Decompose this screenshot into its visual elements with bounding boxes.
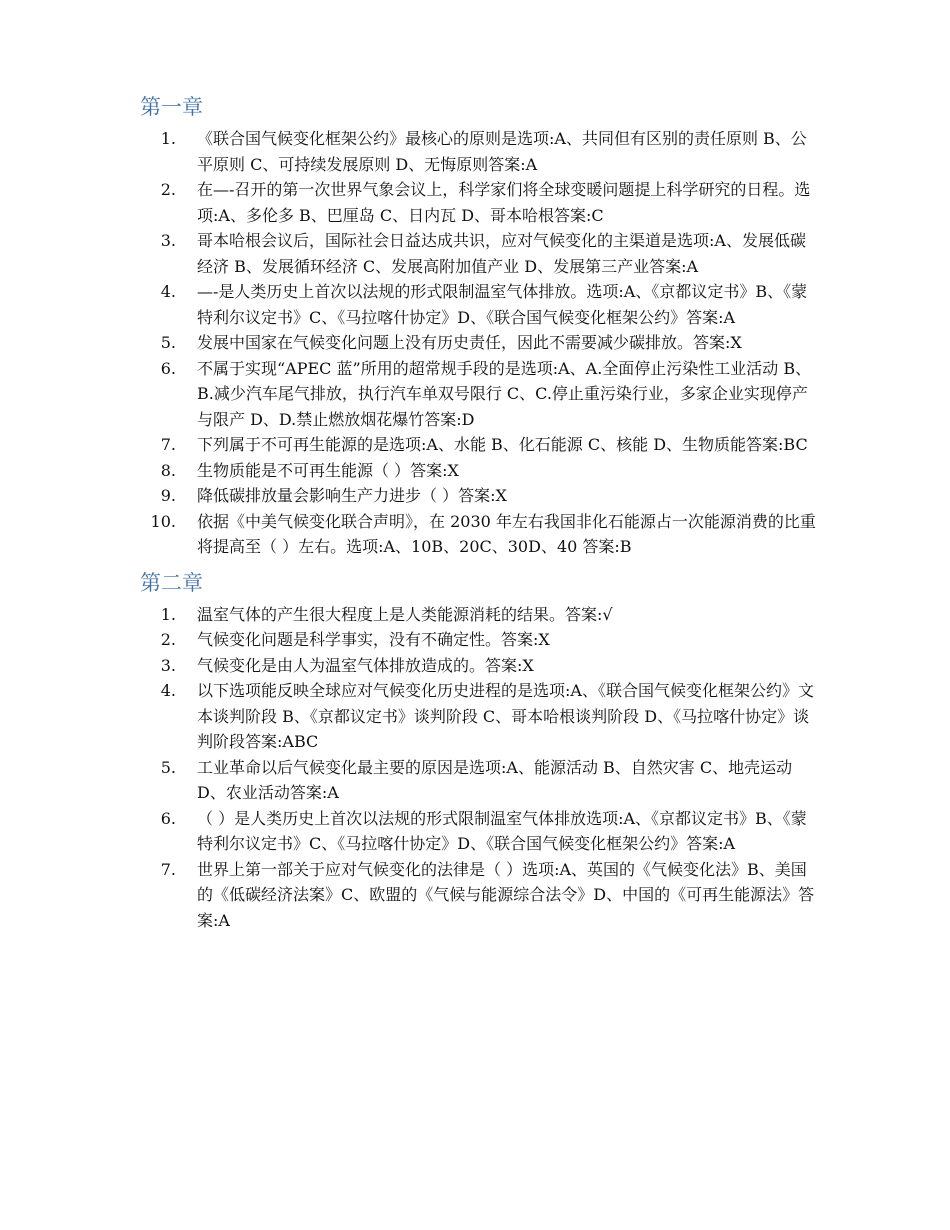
question-text: 依据《中美气候变化联合声明》，在 2030 年左右我国非化石能源占一次能源消费的比重将提高至（ ）左右。选项:A、10B、20C、30D、40 答案:B <box>197 511 816 556</box>
question-number: 10. <box>150 511 176 531</box>
question-item <box>140 857 820 934</box>
question-number: 7. <box>160 859 176 879</box>
chapter-title: 第二章 <box>140 570 203 595</box>
question-item <box>140 228 820 279</box>
question-item <box>140 330 820 356</box>
question-number: 8. <box>160 460 176 480</box>
question-number: 6. <box>160 358 176 378</box>
question-number: 1. <box>160 604 176 624</box>
chapter-title: 第一章 <box>140 95 203 119</box>
question-text: 气候变化问题是科学事实，没有不确定性。答案:X <box>197 630 550 649</box>
question-text: 《联合国气候变化框架公约》最核心的原则是选项:A、共同但有区别的责任原则 B、公平原则 C、可持续发展原则 D、无悔原则答案:A <box>197 129 807 174</box>
question-text: 工业革命以后气候变化最主要的原因是选项:A、能源活动 B、自然灾害 C、地壳运动 D、农业活动答案:A <box>197 757 793 802</box>
chapter-1 <box>140 92 820 560</box>
question-text: 哥本哈根会议后，国际社会日益达成共识，应对气候变化的主渠道是选项:A、发展低碳经济 B、发展循环经济 C、发展高附加值产业 D、发展第三产业答案:A <box>197 231 806 276</box>
question-number: 1. <box>160 129 176 148</box>
question-text: 不属于实现“APEC 蓝”所用的超常规手段的是选项:A、A.全面停止污染性工业活动 B、B.减少汽车尾气排放，执行汽车单双号限行 C、C.停止重污染行业，多家企业实现停产与限产 D、D.禁止燃放烟花爆竹答案:D <box>197 358 812 429</box>
question-number: 7. <box>160 435 176 454</box>
question-text: 降低碳排放量会影响生产力进步（ ）答案:X <box>197 486 507 505</box>
question-item <box>140 509 820 560</box>
question-list <box>140 126 820 560</box>
question-item <box>140 356 820 433</box>
question-item <box>140 279 820 330</box>
question-text: 以下选项能反映全球应对气候变化历史进程的是选项:A、《联合国气候变化框架公约》文本谈判阶段 B、《京都议定书》谈判阶段 C、哥本哈根谈判阶段 D、《马拉喀什协定》谈判阶段答案:ABC <box>197 681 814 751</box>
chapter-2 <box>140 568 820 934</box>
question-item <box>140 126 820 177</box>
question-number: 3. <box>160 231 176 250</box>
question-number: 4. <box>160 681 176 700</box>
question-text: —-是人类历史上首次以法规的形式限制温室气体排放。选项:A、《京都议定书》B、《蒙特利尔议定书》C、《马拉喀什协定》D、《联合国气候变化框架公约》答案:A <box>197 282 808 327</box>
question-item <box>140 653 820 679</box>
question-text: 在—-召开的第一次世界气象会议上，科学家们将全球变暖问题提上科学研究的日程。选项:A、多伦多 B、巴厘岛 C、日内瓦 D、哥本哈根答案:C <box>197 180 811 225</box>
question-number: 9. <box>160 486 176 505</box>
question-text: 下列属于不可再生能源的是选项:A、水能 B、化石能源 C、核能 D、生物质能答案:BC <box>197 435 808 454</box>
question-list <box>140 602 820 934</box>
question-number: 2. <box>160 630 176 649</box>
question-item <box>140 483 820 509</box>
question-item <box>140 177 820 228</box>
question-item <box>140 806 820 857</box>
question-item <box>140 432 820 458</box>
question-number: 5. <box>160 333 176 352</box>
question-number: 4. <box>160 282 176 301</box>
question-number: 6. <box>160 808 176 828</box>
question-text: 发展中国家在气候变化问题上没有历史责任，因此不需要减少碳排放。答案:X <box>197 333 742 352</box>
question-item <box>140 678 820 755</box>
question-item <box>140 627 820 653</box>
question-number: 3. <box>160 655 176 675</box>
question-number: 2. <box>160 180 176 199</box>
question-number: 5. <box>160 757 176 777</box>
question-text: 世界上第一部关于应对气候变化的法律是（ ）选项:A、英国的《气候变化法》B、美国的《低碳经济法案》C、欧盟的《气候与能源综合法令》D、中国的《可再生能源法》答案:A <box>197 859 815 930</box>
question-item <box>140 602 820 628</box>
question-item <box>140 755 820 806</box>
question-item <box>140 458 820 484</box>
question-text: （ ）是人类历史上首次以法规的形式限制温室气体排放选项:A、《京都议定书》B、《蒙特利尔议定书》C、《马拉喀什协定》D、《联合国气候变化框架公约》答案:A <box>197 808 807 853</box>
question-text: 气候变化是由人为温室气体排放造成的。答案:X <box>197 655 534 675</box>
question-text: 温室气体的产生很大程度上是人类能源消耗的结果。答案:√ <box>197 604 613 624</box>
question-text: 生物质能是不可再生能源（ ）答案:X <box>197 460 459 480</box>
